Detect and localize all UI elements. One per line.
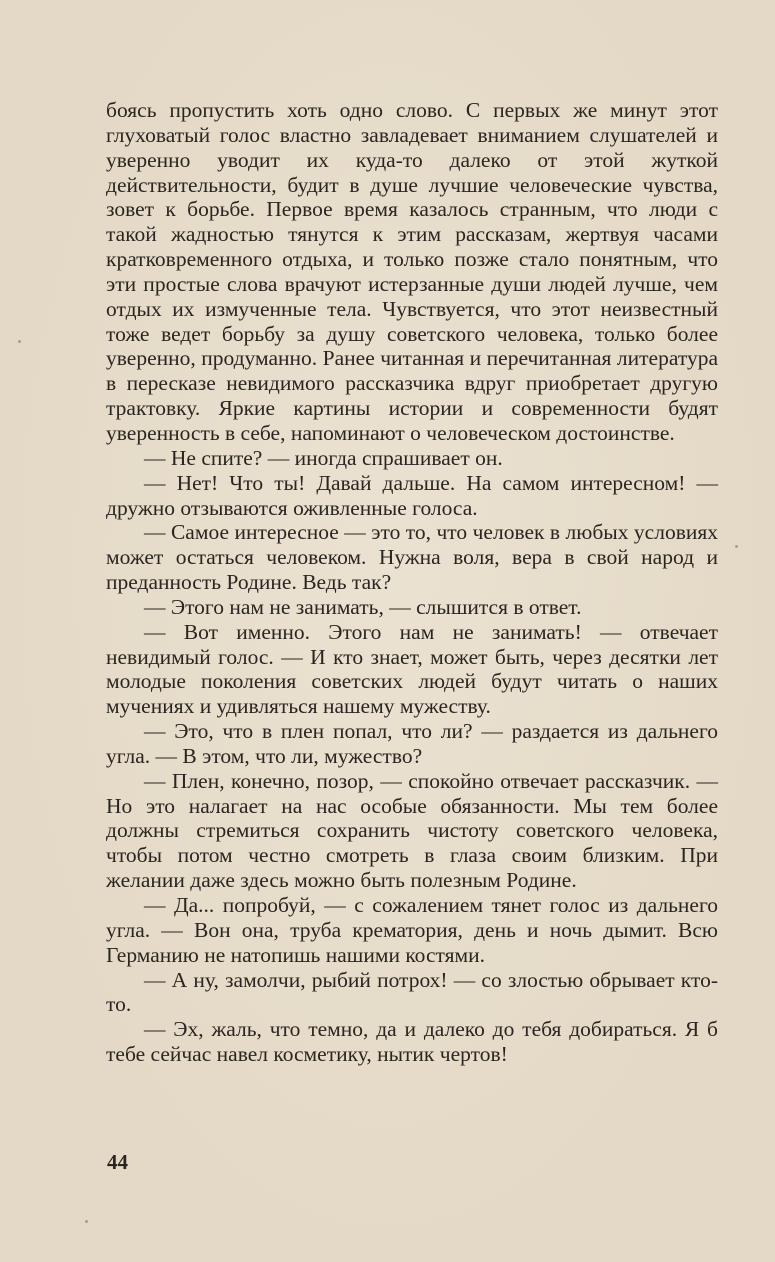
page-number: 44 — [107, 1150, 128, 1174]
paper-speck — [18, 340, 21, 343]
dialogue-line: — Плен, конечно, позор, — спокойно отвечает рассказчик. — Но это налагает на нас особые обязанности. Мы тем более должны стремиться сохранить чистоту советского человека, чтобы потом честно смотреть в глаза своим близким. При желании даже здесь можно быть полезным Родине. — [106, 768, 718, 893]
dialogue-line: — Нет! Что ты! Давай дальше. На самом интересном! — дружно отзываются оживленные голоса. — [106, 470, 718, 520]
paper-speck — [85, 1220, 88, 1223]
paragraph-continuation: боясь пропустить хоть одно слово. С первых же минут этот глуховатый голос властно завладевает вниманием слушателей и уверенно уводит их куда-то далеко от этой жуткой действительности, будит в душе лучшие человеческие чувства, зовет к борьбе. Первое время казалось странным, что люди с такой жадностью тянутся к этим рассказам, жертвуя часами кратковременного отдыха, и только позже стало понятным, что эти простые слова врачуют истерзанные души людей лучше, чем отдых их измученные тела. Чувствуется, что этот неизвестный тоже ведет борьбу за душу советского человека, только более уверенно, продуманно. Ранее читанная и перечитанная литература в пересказе невидимого рассказчика вдруг приобретает другую трактовку. Яркие картины истории и современности будят уверенность в себе, напоминают о человеческом достоинстве. — [106, 98, 718, 445]
dialogue-line: — Это, что в плен попал, что ли? — раздается из дальнего угла. — В этом, что ли, мужество? — [106, 719, 718, 768]
dialogue-line: — Да... попробуй, — с сожалением тянет голос из дальнего угла. — Вон она, труба крематория, день и ночь дымит. Всю Германию не натопишь нашими костями. — [106, 893, 718, 967]
dialogue-line: — Эх, жаль, что темно, да и далеко до тебя добираться. Я б тебе сейчас навел косметику, нытик чертов! — [106, 1017, 718, 1067]
dialogue-line: — Вот именно. Этого нам не занимать! — отвечает невидимый голос. — И кто знает, может быть, через десятки лет молодые поколения советских людей будут читать о наших мучениях и удивляться нашему мужеству. — [106, 619, 718, 719]
dialogue-line: — А ну, замолчи, рыбий потрох! — со злостью обрывает кто-то. — [106, 967, 718, 1017]
dialogue-line: — Этого нам не занимать, — слышится в ответ. — [144, 594, 582, 619]
dialogue-line: — Самое интересное — это то, что человек в любых условиях может остаться человеком. Нужна воля, вера в свой народ и преданность Родине. Ведь так? — [106, 520, 718, 595]
paper-speck — [735, 545, 738, 548]
dialogue-line: — Не спите? — иногда спрашивает он. — [144, 445, 503, 470]
page-text — [106, 98, 718, 1067]
